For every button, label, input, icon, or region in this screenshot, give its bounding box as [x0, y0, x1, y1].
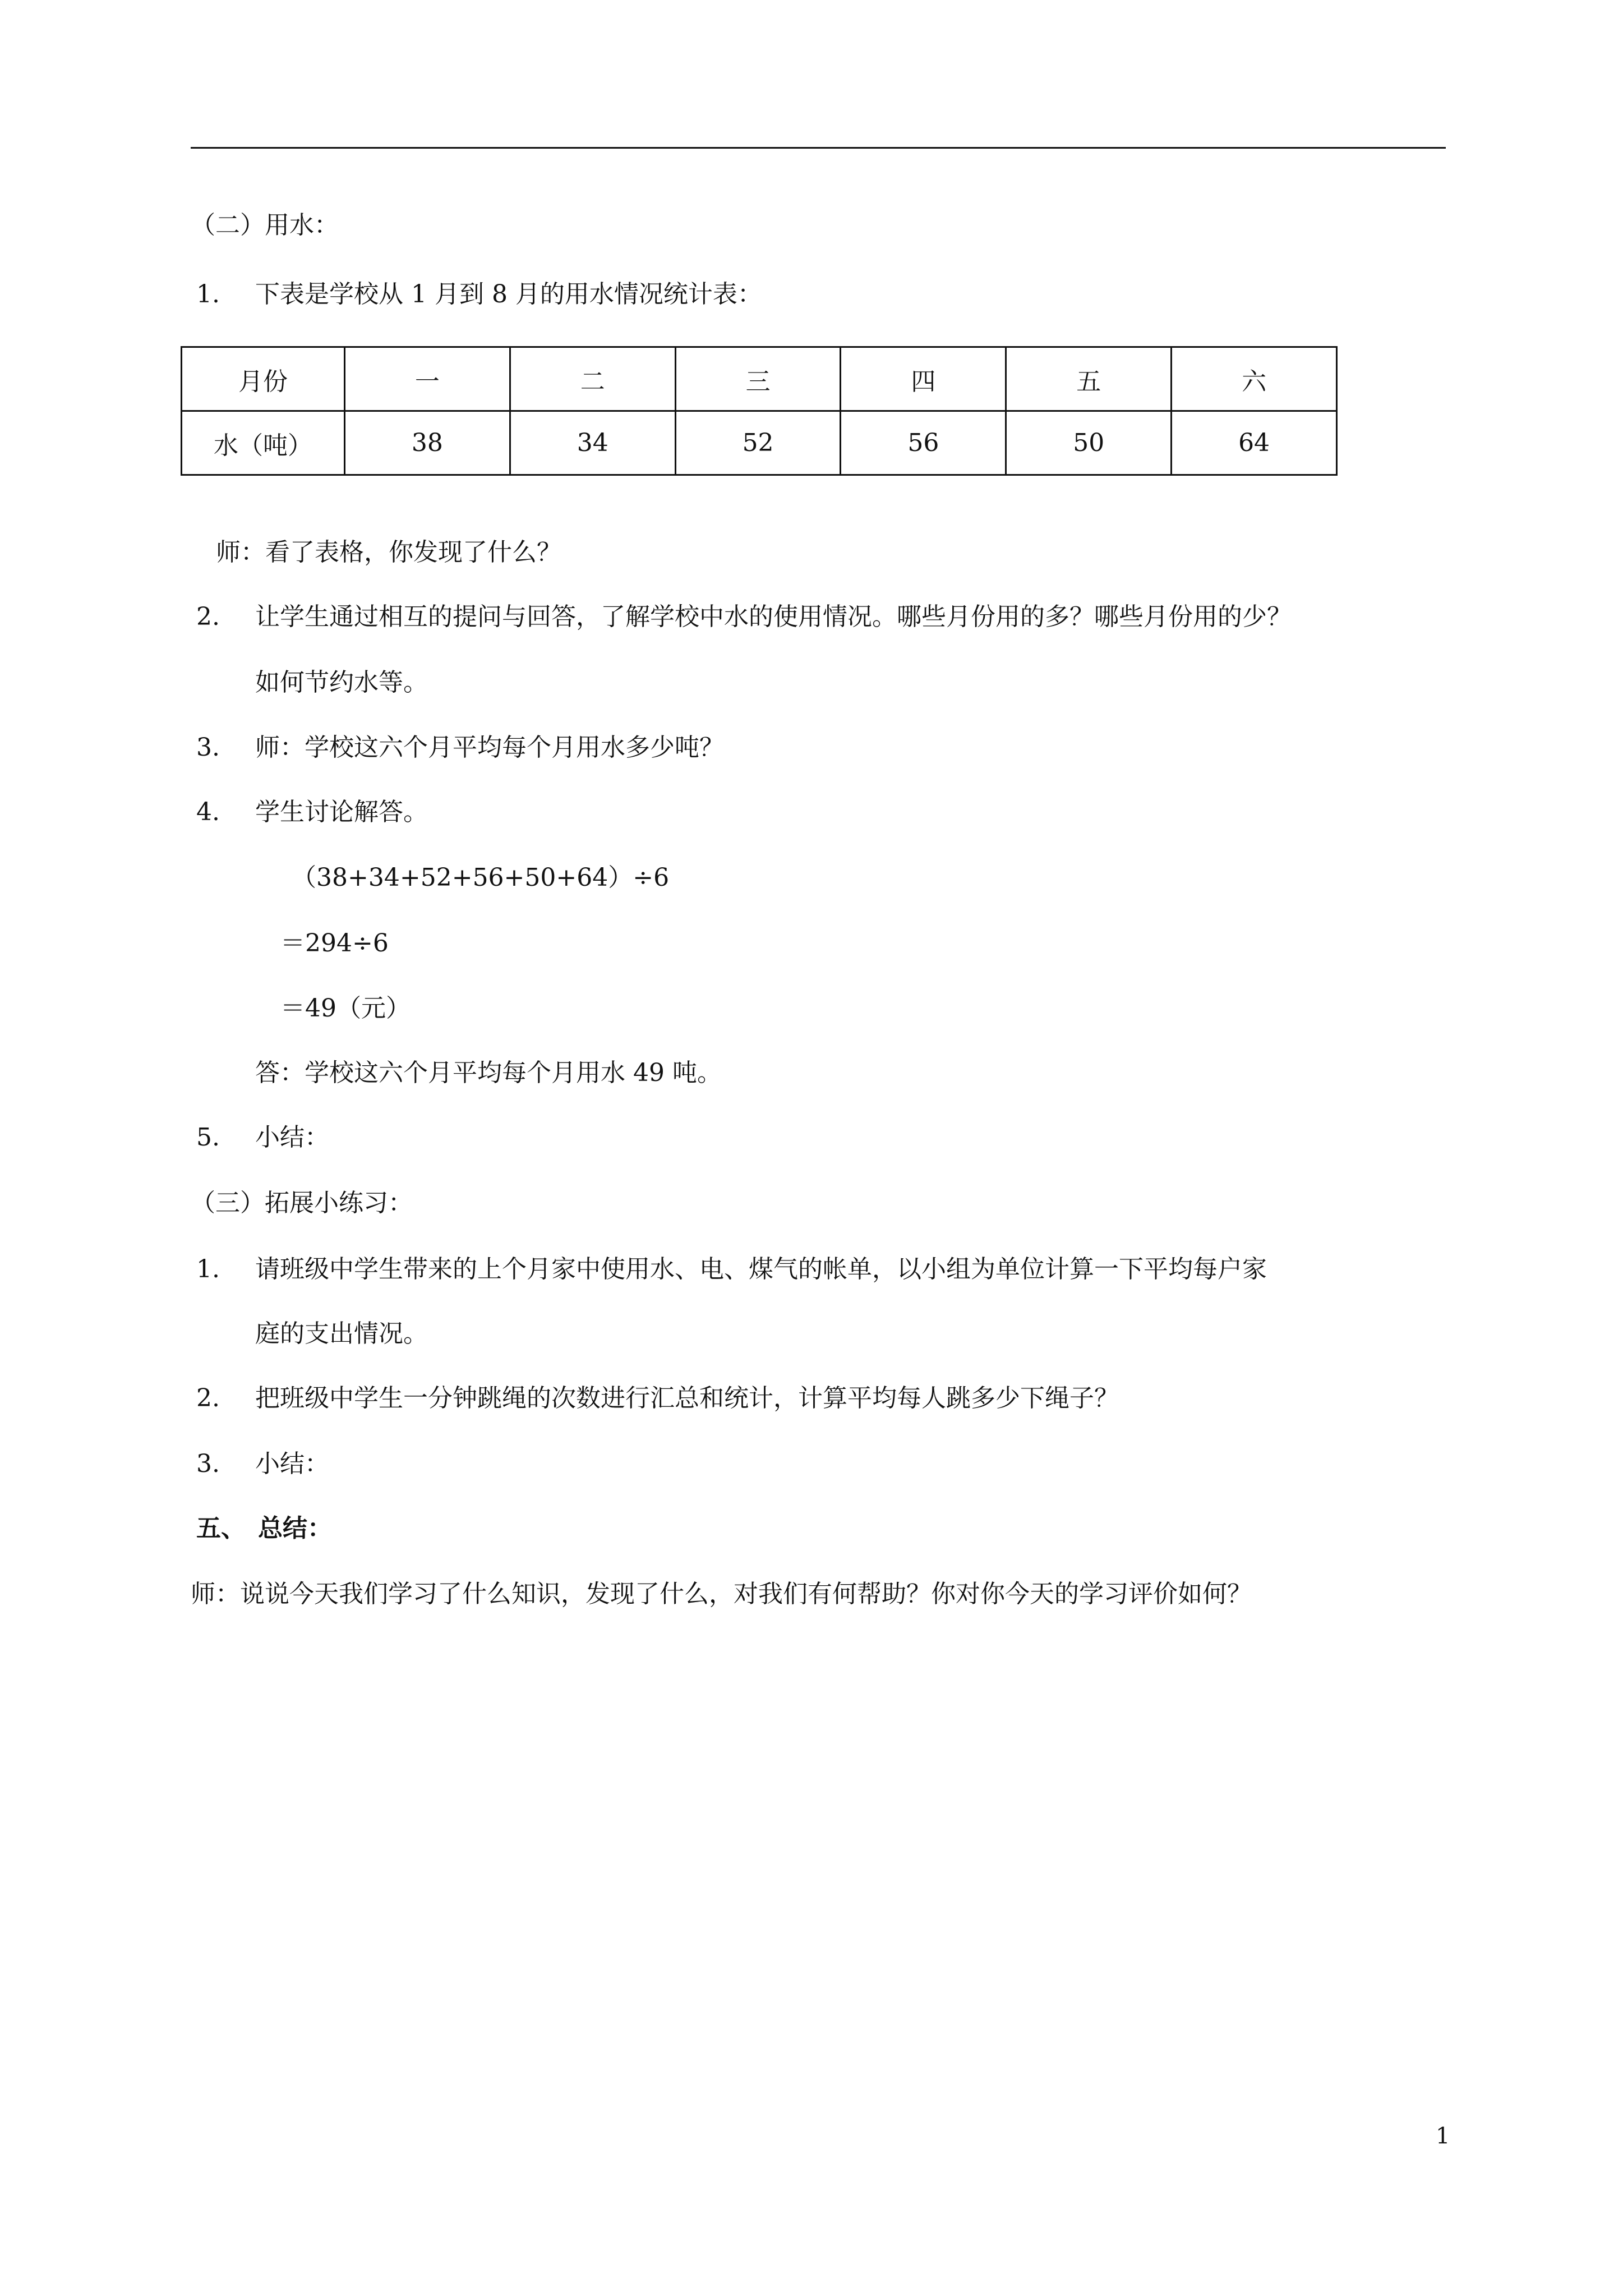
- table-cell: 四: [841, 347, 1006, 411]
- item-text: 师：学校这六个月平均每个月用水多少吨？: [255, 733, 724, 762]
- summary-text: 师：说说今天我们学习了什么知识，发现了什么，对我们有何帮助？你对你今天的学习评价如何？: [191, 1580, 1252, 1608]
- table-cell: 38: [345, 411, 510, 475]
- item-text: 小结：: [255, 1123, 329, 1152]
- item-text-cont: 庭的支出情况。: [255, 1319, 428, 1348]
- section-title-summary: 五、 总结：: [196, 1514, 332, 1543]
- item-number: 2.: [196, 602, 220, 631]
- section-title-practice: （三）拓展小练习：: [191, 1189, 413, 1217]
- table-cell: 52: [675, 411, 841, 475]
- calc-line: （38+34+52+56+50+64）÷6: [292, 863, 670, 892]
- table-cell: 月份: [182, 347, 345, 411]
- calc-line: ＝294÷6: [280, 929, 389, 958]
- table-header-row: [182, 347, 1337, 411]
- table-cell: 50: [1006, 411, 1172, 475]
- item-number: 1.: [196, 1255, 220, 1283]
- table-cell: 二: [510, 347, 675, 411]
- calc-line: ＝49（元）: [280, 994, 411, 1023]
- header-rule: [191, 147, 1446, 149]
- item-number: 1.: [196, 280, 220, 309]
- answer-text: 答：学校这六个月平均每个月用水 49 吨。: [255, 1059, 722, 1087]
- table-cell: 34: [510, 411, 675, 475]
- table-cell: 水（吨）: [182, 411, 345, 475]
- table-cell: 56: [841, 411, 1006, 475]
- item-text-cont: 如何节约水等。: [255, 668, 428, 697]
- section-title-water: （二）用水：: [191, 211, 339, 240]
- table-cell: 64: [1172, 411, 1337, 475]
- page-number: 1: [1436, 2123, 1450, 2149]
- item-text: 小结：: [255, 1450, 329, 1478]
- table-cell: 六: [1172, 347, 1337, 411]
- table-cell: 一: [345, 347, 510, 411]
- item-number: 2.: [196, 1384, 220, 1412]
- table-cell: 三: [675, 347, 841, 411]
- table-row: [182, 411, 1337, 475]
- item-number: 4.: [196, 798, 220, 826]
- water-usage-table: [181, 346, 1338, 476]
- item-text: 下表是学校从 1 月到 8 月的用水情况统计表：: [255, 280, 762, 309]
- item-number: 5.: [196, 1123, 220, 1152]
- item-text: 学生讨论解答。: [255, 798, 428, 826]
- table-cell: 五: [1006, 347, 1172, 411]
- item-text: 让学生通过相互的提问与回答，了解学校中水的使用情况。哪些月份用的多？哪些月份用的少？: [255, 602, 1292, 631]
- item-number: 3.: [196, 1450, 220, 1478]
- item-text: 把班级中学生一分钟跳绳的次数进行汇总和统计，计算平均每人跳多少下绳子？: [255, 1384, 1119, 1412]
- item-text: 请班级中学生带来的上个月家中使用水、电、煤气的帐单，以小组为单位计算一下平均每户家: [255, 1255, 1267, 1283]
- item-number: 3.: [196, 733, 220, 762]
- teacher-question: 师：看了表格，你发现了什么？: [216, 538, 561, 567]
